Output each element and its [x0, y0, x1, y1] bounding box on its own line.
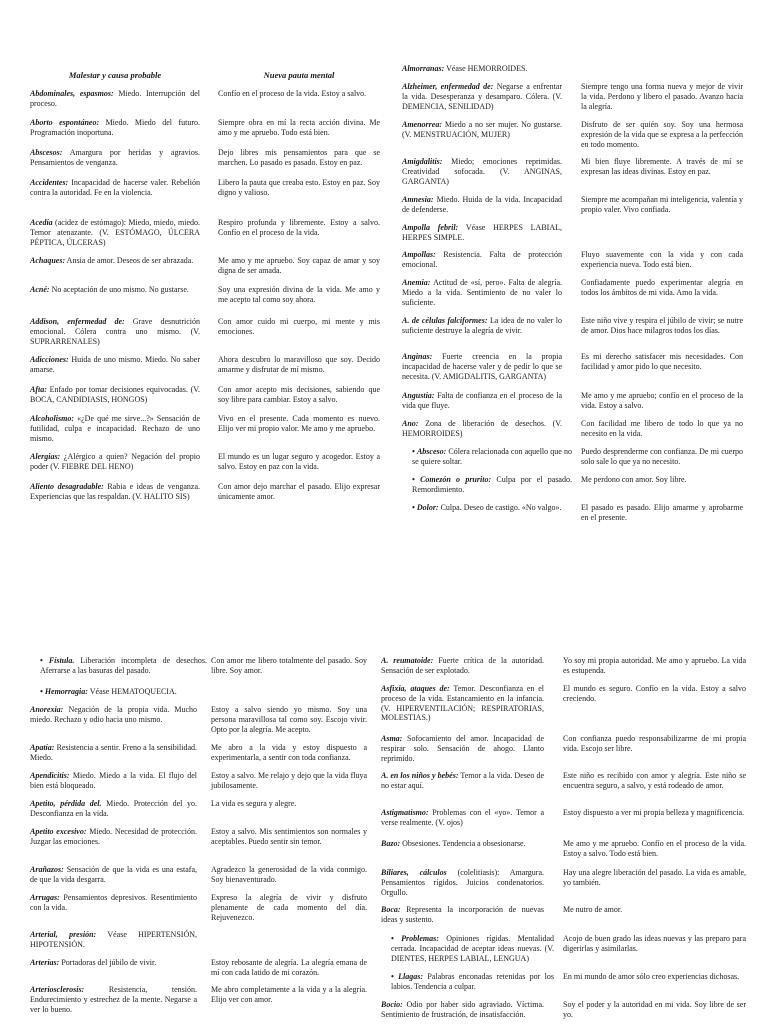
entry-condition [402, 195, 562, 215]
entry-new-pattern: Estoy a salvo. Mis sentimientos son normales y aceptables. Puedo sentir sin temor. [211, 827, 367, 846]
entry-cause: Odio por haber sido agraviado. Víctima. Sentimiento de frustración, de insatisfacción. [381, 1000, 544, 1019]
entry-cause: Ansia de amor. Deseos de ser abrazada. [65, 256, 194, 265]
entry-term: Alergias: [30, 452, 61, 461]
entry-condition [30, 705, 197, 725]
entry-condition [30, 482, 200, 502]
entry-cause: Negación de la propia vida. Mucho miedo. Rechazo y odio hacia uno mismo. [30, 705, 197, 724]
entry-condition [30, 89, 200, 109]
entry-new-pattern: Ahora descubro lo maravilloso que soy. Decido amarme y disfrutar de mí mismo. [218, 355, 380, 374]
entry-term: Apatía: [30, 743, 55, 752]
entry-term: • Problemas: [391, 934, 439, 943]
entry-cause: Pensamientos depresivos. Resentimiento con la vida. [30, 893, 197, 912]
entry-term: • Absceso: [412, 447, 446, 456]
entry-cause: Liberación incompleta de desechos. Aferrarse a las basuras del pasado. [40, 656, 207, 675]
entry-cause: Negarse a enfrentar la vida. Desesperanza y desamparo. Cólera. (V. DEMENCIA, SENILIDAD) [402, 82, 562, 111]
entry-condition [30, 148, 200, 168]
entry-condition [30, 656, 207, 676]
entry-cause: Cólera relacionada con aquello que no se quiere soltar. [412, 447, 572, 466]
entry-term: • Comezón o prurito: [412, 475, 491, 484]
entry-new-pattern: Respiro profunda y libremente. Estoy a salvo. Confío en el proceso de la vida. [218, 218, 380, 237]
entry-term: Amenorrea: [402, 120, 442, 129]
entry-term: Abscesos: [30, 148, 63, 157]
entry-term: Ampollas: [402, 250, 436, 259]
entry-new-pattern: Dejo libres mis pensamientos para que se marchen. Lo pasado es pasado. Estoy en paz. [218, 148, 380, 167]
entry-condition [30, 930, 197, 950]
entry-term: Bocio: [381, 1000, 403, 1009]
entry-condition [30, 414, 200, 443]
header-left: Malestar y causa probable [68, 70, 162, 80]
entry-new-pattern: Confiadamente puedo experimentar alegría en todos los ámbitos de mi vida. Amo la vida. [581, 278, 743, 297]
entry-term: Bazo: [381, 839, 401, 848]
entry-cause: Culpa. Deseo de castigo. «No valgo». [438, 503, 562, 512]
entry-cause: Véase HEMORROIDES. [444, 64, 528, 73]
entry-cause: Rabia e ideas de venganza. Experiencias que las respaldan. (V. HALITO SIS) [30, 482, 200, 501]
entry-new-pattern: Con amor dejo marchar el pasado. Elijo expresar únicamente amor. [218, 482, 380, 501]
entry-cause: Problemas con el «yo». Temor a verse realmente. (V. ojos) [381, 808, 544, 827]
entry-term: A. reumatoide: [381, 656, 434, 665]
entry-term: Alzheimer, enfermedad de: [402, 82, 494, 91]
entry-condition [381, 771, 544, 791]
entry-condition [381, 656, 544, 676]
entry-condition [30, 452, 200, 472]
entry-term: • Dolor: [412, 503, 439, 512]
entry-new-pattern: Este niño vive y respira el júbilo de vivir; se nutre de amor. Dios hace milagros todos los días. [581, 316, 743, 335]
entry-condition [381, 905, 544, 925]
entry-new-pattern: Libero la pauta que creaba esto. Estoy en paz. Soy digno y valioso. [218, 178, 380, 197]
entry-new-pattern: Disfruto de ser quién soy. Soy una hermosa expresión de la vida que se expresa a la perfección en todo momento. [581, 120, 743, 149]
entry-new-pattern: Me abro a la vida y estoy dispuesto a experimentarla, a sentir con toda confianza. [211, 743, 367, 762]
entry-condition [30, 893, 197, 913]
entry-new-pattern: Con facilidad me libero de todo lo que ya no necesito en la vida. [581, 419, 743, 438]
entry-cause: Falta de confianza en el proceso de la vida que fluye. [402, 391, 562, 410]
entry-condition [402, 316, 562, 336]
entry-condition [402, 352, 562, 381]
entry-new-pattern: Estoy a salvo siendo yo mismo. Soy una persona maravillosa tal como soy. Escojo vivir. Opto por la alegría. Me acepto. [211, 705, 367, 734]
entry-cause: Véase HERPES LABIAL, HERPES SIMPLE. [402, 223, 562, 242]
entry-condition [30, 827, 197, 847]
entry-condition [30, 178, 200, 198]
entry-condition [30, 799, 197, 819]
entry-new-pattern: Soy el poder y la autoridad en mi vida. Soy libre de ser yo. [563, 1000, 746, 1019]
entry-new-pattern: Siempre me acompañan mi inteligencia, valentía y propio valer. Vivo confiada. [581, 195, 743, 214]
entry-cause: Sofocamiento del amor. Incapacidad de respirar solo. Sensación de ahogo. Llanto reprimido. [381, 734, 544, 763]
entry-cause: Resistencia. Falta de protección emocional. [402, 250, 562, 269]
entry-cause: ¿Alérgico a quien? Negación del propio poder (V. FIEBRE DEL HENO) [30, 452, 200, 471]
entry-condition [30, 771, 197, 791]
entry-condition [402, 419, 562, 439]
entry-condition [381, 808, 544, 828]
entry-term: Achaques: [30, 256, 66, 265]
entry-new-pattern: Con confianza puedo responsabilizarme de mi propia vida. Escojo ser libre. [563, 734, 746, 753]
entry-condition [30, 985, 197, 1014]
entry-new-pattern: Mi bien fluye libremente. A través de mí se expresan las ideas divinas. Estoy en paz. [581, 157, 743, 176]
entry-new-pattern: Con amor me libero totalmente del pasado. Soy libre. Soy amor. [211, 656, 367, 675]
entry-new-pattern: Me nutro de amor. [563, 905, 623, 914]
entry-term: Arañazos: [30, 865, 64, 874]
entry-cause: Resistencia, tensión. Endurecimiento y estrechez de la mente. Negarse a ver lo bueno. [30, 985, 197, 1014]
entry-new-pattern: Expreso la alegría de vivir y disfruto plenamente de cada momento del día. Rejuvenezco. [211, 893, 367, 922]
entry-new-pattern: Con amor cuido mi cuerpo, mi mente y mis emociones. [218, 317, 380, 336]
entry-cause: Temor a la vida. Deseo de no estar aquí. [381, 771, 544, 790]
entry-term: Acedía [30, 218, 53, 227]
entry-term: Amnesia: [402, 195, 434, 204]
entry-condition [402, 250, 562, 270]
entry-cause: Enfado por tomar decisiones equivocadas. (V. BOCA, CANDIDIASIS, HONGOS) [30, 385, 200, 404]
entry-term: Arterias: [30, 958, 60, 967]
entry-term: Alcoholismo: [30, 414, 75, 423]
entry-cause: Véase HIPERTENSIÓN, HIPOTENSIÓN. [30, 930, 197, 949]
entry-new-pattern: Soy una expresión divina de la vida. Me amo y me acepto tal como soy ahora. [218, 285, 380, 304]
entry-cause: La idea de no valer lo suficiente destruye la alegría de vivir. [402, 316, 562, 335]
entry-cause: Resistencia a sentir. Freno a la sensibilidad. Miedo. [30, 743, 197, 762]
entry-cause: (colelitiasis): Amargura. Pensamientos rígidos. Juicios condenatorios. Orgullo. [381, 868, 545, 897]
entry-condition [402, 120, 562, 140]
entry-cause: Opiniones rígidas. Mentalidad cerrada. Incapacidad de aceptar ideas nuevas. (V. DIENTES, HERPES LABIAL, LENGUA) [391, 934, 554, 963]
entry-cause: Actitud de «sí, pero». Falta de alegría. Miedo a la vida. Sentimiento de no valer lo suficiente. [402, 278, 562, 307]
entry-term: A. de células falciformes: [402, 316, 488, 325]
entry-term: Aliento desagradable: [30, 482, 104, 491]
entry-cause: Palabras enconadas retenidas por los labios. Tendencia a culpar. [391, 972, 554, 991]
entry-condition [381, 839, 544, 849]
entry-condition [381, 684, 544, 723]
entry-new-pattern: Agradezco la generosidad de la vida conmigo. Soy bienaventurado. [211, 865, 367, 884]
entry-condition [402, 157, 562, 186]
entry-cause: Fuerte crítica de la autoridad. Sensación de ser explotado. [381, 656, 544, 675]
entry-term: A. en los niños y bebés: [381, 771, 459, 780]
entry-cause: Incapacidad de hacerse valer. Rebelión contra la autoridad. Fe en la violencia. [30, 178, 200, 197]
entry-new-pattern: Estoy a salvo. Me relajo y dejo que la vida fluya jubilosamente. [211, 771, 367, 790]
entry-term: Aborto espontáneo: [30, 118, 100, 127]
entry-term: Arterial, presión: [30, 930, 97, 939]
entry-term: • Llagas: [391, 972, 423, 981]
entry-condition [402, 278, 562, 307]
entry-new-pattern: Con amor acepto mis decisiones, sabiendo que soy libre para cambiar. Estoy a salvo. [218, 385, 380, 404]
entry-term: Abdominales, espasmos: [30, 89, 114, 98]
entry-cause: Miedo. Huida de la vida. Incapacidad de defenderse. [402, 195, 562, 214]
entry-condition [30, 385, 200, 405]
entry-term: Adicciones: [30, 355, 69, 364]
entry-new-pattern: Me abro completamente a la vida y a la alegría. Elijo ver con amor. [211, 985, 367, 1004]
entry-condition [30, 256, 200, 266]
entry-new-pattern: Vivo en el presente. Cada momento es nuevo. Elijo ver mi propio valor. Me amo y me apruebo. [218, 414, 380, 433]
entry-term: Asfixia, ataques de: [381, 684, 450, 693]
entry-term: Arteriosclerosis: [30, 985, 85, 994]
entry-new-pattern: Me amo y me apruebo; confío en el proceso de la vida. Estoy a salvo. [581, 391, 743, 410]
header-right: Nueva pauta mental [263, 70, 335, 80]
entry-new-pattern: Fluyo suavemente con la vida y con cada experiencia nueva. Todo está bien. [581, 250, 743, 269]
entry-condition [30, 218, 200, 247]
entry-term: Acné: [30, 285, 50, 294]
entry-term: Arrugas: [30, 893, 60, 902]
entry-cause: Zona de liberación de desechos. (V. HEMORROIDES) [402, 419, 562, 438]
entry-term: • Hemorragia: [40, 687, 88, 696]
entry-condition [30, 743, 197, 763]
entry-condition [381, 1000, 544, 1020]
entry-new-pattern: Acojo de buen grado las ideas nuevas y las preparo para digerirlas y asimilarlas. [563, 934, 746, 953]
entry-term: Apetito excesivo: [30, 827, 87, 836]
entry-cause: Huida de uno mismo. Miedo. No saber amarse. [30, 355, 200, 374]
entry-cause: (acidez de estómago): Miedo, miedo, miedo. Temor atenazante. (V. ESTÓMAGO, ÚLCERA PÉPTICA, ÚLCERAS) [30, 218, 200, 247]
entry-term: Ampolla febril: [402, 223, 459, 232]
entry-term: Apendicitis: [30, 771, 70, 780]
entry-new-pattern: Siempre tengo una forma nueva y mejor de vivir la vida. Perdono y libero el pasado. Avanzo hacia la alegría. [581, 82, 743, 111]
entry-term: Biliares, cálculos [381, 868, 447, 877]
entry-new-pattern: En mi mundo de amor sólo creo experiencias dichosas. [563, 972, 740, 981]
entry-new-pattern: El mundo es un lugar seguro y acogedor. Estoy a salvo. Estoy en paz con la vida. [218, 452, 380, 471]
entry-cause: Representa la incorporación de nuevas ideas y sustento. [381, 905, 544, 924]
entry-new-pattern: Me amo y me apruebo. Confío en el proceso de la vida. Estoy a salvo. Todo está bien. [563, 839, 746, 858]
entry-new-pattern: Me perdono con amor. Soy libre. [581, 475, 687, 484]
entry-term: Accidentes: [30, 178, 69, 187]
entry-new-pattern: Es mi derecho satisfacer mis necesidades. Con facilidad y amor pido lo que necesito. [581, 352, 743, 371]
entry-term: Addison, enfermedad de: [30, 317, 125, 326]
entry-condition [402, 64, 562, 74]
entry-cause: Miedo. Miedo a la vida. El flujo del bien está bloqueado. [30, 771, 197, 790]
entry-new-pattern: Siempre obra en mí la recta acción divina. Me amo y me apruebo. Todo está bien. [218, 118, 380, 137]
entry-term: Asma: [381, 734, 403, 743]
entry-new-pattern: Este niño es recibido con amor y alegría. Este niño se encuentra seguro, a salvo, y está rodeado de amor. [563, 771, 746, 790]
entry-term: Amigdalitis: [402, 157, 443, 166]
entry-cause: Miedo. Protección del yo. Desconfianza en la vida. [30, 799, 198, 818]
entry-condition [381, 934, 554, 963]
entry-term: Anemia: [402, 278, 431, 287]
entry-cause: Temor. Desconfianza en el proceso de la vida. Estancamiento en la infancia. (V. HIPERVENTILACIÓN; RESPIRATORIAS, MOLESTIAS.) [381, 684, 544, 723]
entry-cause: Portadoras del júbilo de vivir. [59, 958, 157, 967]
entry-condition [402, 447, 572, 467]
entry-condition [30, 687, 207, 697]
entry-new-pattern: El pasado es pasado. Elijo amarme y aprobarme en el presente. [581, 503, 743, 522]
entry-condition [30, 865, 197, 885]
entry-term: Ano: [402, 419, 419, 428]
entry-condition [381, 972, 554, 992]
entry-condition [30, 285, 200, 295]
entry-cause: Miedo. Miedo del futuro. Programación inoportuna. [30, 118, 200, 137]
entry-term: Apetito, pérdida del. [30, 799, 102, 808]
entry-cause: Fuerte creencia en la propia incapacidad de hacerse valer y de pedir lo que se necesita. (V. AMIGDALITIS, GARGANTA) [402, 352, 562, 381]
entry-condition [402, 223, 562, 243]
entry-new-pattern: Puedo desprenderme con confianza. De mi cuerpo solo sale lo que ya no necesito. [581, 447, 743, 466]
entry-term: Astigmatismo: [381, 808, 429, 817]
entry-cause: Miedo; emociones reprimidas. Creatividad sofocada. (V. ANGINAS, GARGANTA) [402, 157, 562, 186]
entry-new-pattern: Hay una alegre liberación del pasado. La vida es amable, yo también. [563, 868, 746, 887]
entry-condition [381, 868, 544, 897]
entry-condition [30, 355, 200, 375]
entry-new-pattern: Estoy rebosante de alegría. La alegría emana de mí con cada latido de mi corazón. [211, 958, 367, 977]
entry-term: Boca: [381, 905, 401, 914]
entry-term: Almorranas: [402, 64, 445, 73]
entry-condition [30, 118, 200, 138]
entry-term: Angustia: [402, 391, 435, 400]
entry-cause: Grave desnutrición emocional. Cólera contra uno mismo. (V. SUPRARRENALES) [30, 317, 200, 346]
entry-condition [402, 391, 562, 411]
entry-cause: Miedo. Necesidad de protección. Juzgar las emociones. [30, 827, 198, 846]
entry-cause: Véase HEMATOQUECIA. [87, 687, 177, 696]
entry-new-pattern: Yo soy mi propia autoridad. Me amo y apruebo. La vida es estupenda. [563, 656, 746, 675]
entry-cause: No aceptación de uno mismo. No gustarse. [49, 285, 189, 294]
entry-cause: Miedo a no ser mujer. No gustarse. (V. MENSTRUACIÓN, MUJER) [402, 120, 562, 139]
entry-term: Anginas: [402, 352, 433, 361]
entry-new-pattern: Confío en el proceso de la vida. Estoy a salvo. [218, 89, 367, 98]
entry-condition [381, 734, 544, 763]
entry-condition [402, 82, 562, 111]
entry-cause: Miedo. Interrupción del proceso. [30, 89, 200, 108]
entry-cause: Culpa por el pasado. Remordimiento. [412, 475, 572, 494]
entry-new-pattern: Estoy dispuesto a ver mi propia belleza y magnificencia. [563, 808, 745, 817]
entry-term: Afta: [30, 385, 47, 394]
entry-cause: Amargura por heridas y agravios. Pensamientos de venganza. [30, 148, 200, 167]
entry-cause: «¿De qué me sirve...?» Sensación de futilidad, culpa e incapacidad. Rechazo de uno mismo. [30, 414, 200, 443]
entry-condition [30, 958, 197, 968]
entry-cause: Sensación de que la vida es una estafa, de que la vida desgarra. [30, 865, 197, 884]
entry-cause: Obsesiones. Tendencia a obsesionarse. [400, 839, 526, 848]
entry-term: Anorexia: [30, 705, 64, 714]
entry-new-pattern: El mundo es seguro. Confío en la vida. Estoy a salvo creciendo. [563, 684, 746, 703]
entry-condition [402, 475, 572, 495]
entry-condition [402, 503, 572, 513]
entry-condition [30, 317, 200, 346]
entry-new-pattern: Me amo y me apruebo. Soy capaz de amar y soy digna de ser amada. [218, 256, 380, 275]
entry-new-pattern: La vida es segura y alegre. [211, 799, 297, 808]
entry-term: • Fístula. [40, 656, 74, 665]
